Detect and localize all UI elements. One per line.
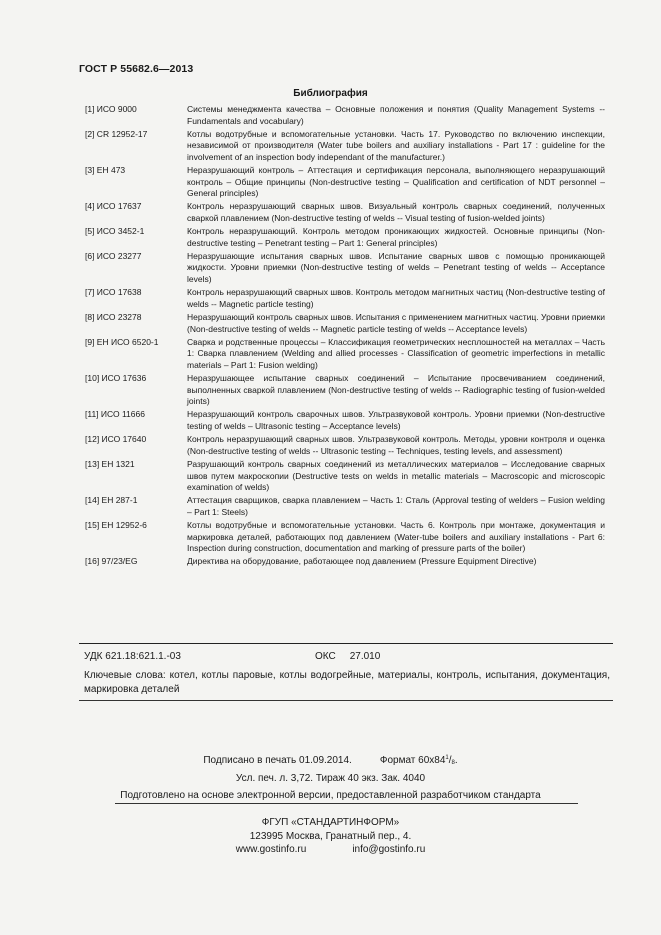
bibliography-text: Контроль неразрушающий сварных швов. Контроль методом магнитных частиц (Non-destructive testing of welds -- Magnetic particle testing) bbox=[187, 287, 605, 309]
print-info-line2: Усл. печ. л. 3,72. Тираж 40 экз. Зак. 4040 bbox=[235, 773, 426, 784]
bibliography-text: Директива на оборудование, работающее под давлением (Pressure Equipment Directive) bbox=[187, 556, 537, 567]
bibliography-entry bbox=[85, 312, 605, 335]
bibliography-ref: [3] ЕН 473 bbox=[85, 165, 126, 176]
bibliography-text: Котлы водотрубные и вспомогательные установки. Часть 17. Руководство по включению инспекции, независимой от производителя (Water tube boilers and auxiliary installations - Part 17 : guideline for the involvement of an inspection body independant of the manufacturer.) bbox=[187, 128, 605, 162]
print-info bbox=[0, 751, 661, 786]
udc-code: УДК 621.18:621.1.-03 bbox=[84, 651, 181, 662]
bibliography-ref: [12] ИСО 17640 bbox=[85, 434, 147, 445]
bibliography-ref: [5] ИСО 3452-1 bbox=[85, 226, 145, 237]
bibliography-entry bbox=[85, 459, 605, 494]
bibliography-ref: [10] ИСО 17636 bbox=[85, 373, 147, 384]
bibliography-ref: [8] ИСО 23278 bbox=[85, 312, 142, 323]
format-suffix: . bbox=[454, 755, 458, 766]
bibliography-ref: [13] ЕН 1321 bbox=[85, 459, 135, 470]
prepared-underline bbox=[115, 803, 578, 804]
bibliography-ref: [14] ЕН 287-1 bbox=[85, 495, 138, 506]
bibliography-entry bbox=[85, 287, 605, 310]
keywords: Ключевые слова: котел, котлы паровые, котлы водогрейные, материалы, контроль, испытания, документация, маркировка деталей bbox=[84, 670, 610, 695]
print-info-line1: Подписано в печать 01.09.2014. Формат $60х84^1/_8$. bbox=[203, 755, 458, 766]
publisher-website[interactable]: www.gostinfo.ru bbox=[235, 844, 307, 855]
publisher-block bbox=[0, 816, 661, 857]
prepared-note: Подготовлено на основе электронной версии, предоставленной разработчиком стандарта bbox=[120, 790, 541, 801]
bibliography-ref: [11] ИСО 11666 bbox=[85, 409, 145, 420]
bibliography-ref: [9] ЕН ИСО 6520-1 bbox=[85, 336, 159, 347]
bibliography-text: Контроль неразрушающий. Контроль методом проникающих жидкостей. Основные принципы (Non-destructive testing – Penetrant testing – Part 1: General principles) bbox=[187, 226, 605, 248]
bibliography-text: Аттестация сварщиков, сварка плавлением – Часть 1: Сталь (Approval testing of welders – Fusion welding – Part 1: Steels) bbox=[187, 495, 605, 517]
format-label: Формат 60х84 bbox=[379, 755, 446, 766]
bibliography-text: Неразрушающий контроль сварных швов. Испытания с применением магнитных частиц. Уровни приемки (Non-destructive testing of welds -- Magnetic particle testing of welds -- Acceptance levels) bbox=[187, 312, 605, 334]
bibliography-entry bbox=[85, 495, 605, 518]
bibliography-text: Неразрушающие испытания сварных швов. Испытание сварных швов с помощью проникающей жидкости. Уровни приемки (Non-destructive testing of welds – Penetrant testing of welds -- Acceptance levels) bbox=[187, 250, 605, 284]
bibliography-text: Контроль неразрушающий сварных швов. Визуальный контроль сварных соединений, полученных сваркой плавлением (Non-destructive testing of welds -- Visual testing of fusion-welded joints) bbox=[187, 201, 605, 223]
bibliography-entry bbox=[85, 337, 605, 372]
bibliography-ref: [4] ИСО 17637 bbox=[85, 201, 142, 212]
oks-label: ОКС bbox=[315, 651, 336, 662]
bibliography-text: Контроль неразрушающий сварных швов. Ультразвуковой контроль. Методы, уровни контроля и оценка (Non-destructive testing of welds -- Ultrasonic testing -- Techniques, testing levels, and assessment) bbox=[187, 434, 605, 456]
publisher-email[interactable]: info@gostinfo.ru bbox=[352, 844, 426, 855]
bibliography-ref: [7] ИСО 17638 bbox=[85, 287, 142, 298]
bibliography-entry bbox=[85, 556, 605, 568]
bibliography-ref: [6] ИСО 23277 bbox=[85, 250, 142, 261]
oks-code bbox=[315, 651, 380, 662]
bibliography-text: Системы менеджмента качества – Основные положения и понятия (Quality Management Systems -- Fundamentals and vocabulary) bbox=[187, 104, 605, 126]
format-numerator: 1 bbox=[445, 755, 449, 761]
bibliography-entry bbox=[85, 373, 605, 408]
oks-value: 27.010 bbox=[349, 651, 381, 662]
bibliography-entry bbox=[85, 165, 605, 200]
bibliography-ref: [15] ЕН 12952-6 bbox=[85, 520, 147, 531]
bibliography-entry bbox=[85, 434, 605, 457]
format-denominator: 8 bbox=[451, 760, 455, 766]
bibliography-entry bbox=[85, 129, 605, 164]
divider-top bbox=[79, 643, 613, 644]
bibliography-text: Разрушающий контроль сварных соединений из металлических материалов – Исследование сварных швов путем макроскопии (Destructive tests on welds in metallic materials – Macroscopic and microscopic examination of welds) bbox=[187, 459, 605, 493]
bibliography-entry bbox=[85, 104, 605, 127]
bibliography-entry bbox=[85, 520, 605, 555]
publisher-contacts bbox=[0, 843, 661, 857]
bibliography-text: Неразрушающее испытание сварных соединений – Испытание просвечиванием соединений, выполненных сваркой плавлением (Non-destructive testing of welds -- Radiographic testing of fusion-welded joints) bbox=[187, 373, 605, 407]
bibliography-ref: [2] CR 12952-17 bbox=[85, 128, 148, 139]
divider-bottom bbox=[79, 700, 613, 701]
bibliography-entry bbox=[85, 201, 605, 224]
bibliography-text: Сварка и родственные процессы – Классификация геометрических несплошностей на металлах – Часть 1: Сварка плавлением (Welding and allied processes - Classification of geometric imperfections in metallic materials – Part 1: Fusion welding) bbox=[187, 336, 605, 370]
bibliography-entry bbox=[85, 251, 605, 286]
bibliography-text: Котлы водотрубные и вспомогательные установки. Часть 6. Контроль при монтаже, документация и маркировка деталей, работающих под давлением (Water-tube boilers and auxiliary installations - Part 6: Inspection during construction, documentation and marking of pressure parts of the boiler) bbox=[187, 520, 605, 554]
bibliography-list bbox=[85, 104, 605, 570]
signed-date: Подписано в печать 01.09.2014. bbox=[203, 755, 352, 766]
bibliography-ref: [16] 97/23/EG bbox=[85, 556, 138, 567]
bibliography-text: Неразрушающий контроль – Аттестация и сертификация персонала, выполняющего неразрушающий контроль – Общие принципы (Non-destructive testing – Qualification and certification of NDT personnel – General principles) bbox=[187, 165, 605, 199]
standard-code: ГОСТ Р 55682.6—2013 bbox=[79, 63, 194, 75]
bibliography-title: Библиография bbox=[293, 88, 368, 99]
publisher-name: ФГУП «СТАНДАРТИНФОРМ» bbox=[261, 817, 400, 828]
bibliography-entry bbox=[85, 409, 605, 432]
bibliography-ref: [1] ИСО 9000 bbox=[85, 104, 137, 114]
bibliography-text: Неразрушающий контроль сварочных швов. Ультразвуковой контроль. Уровни приемки (Non-destructive testing of welds – Ultrasonic testing – Acceptance levels) bbox=[187, 409, 605, 431]
publisher-address: 123995 Москва, Гранатный пер., 4. bbox=[249, 830, 412, 842]
bibliography-entry bbox=[85, 226, 605, 249]
